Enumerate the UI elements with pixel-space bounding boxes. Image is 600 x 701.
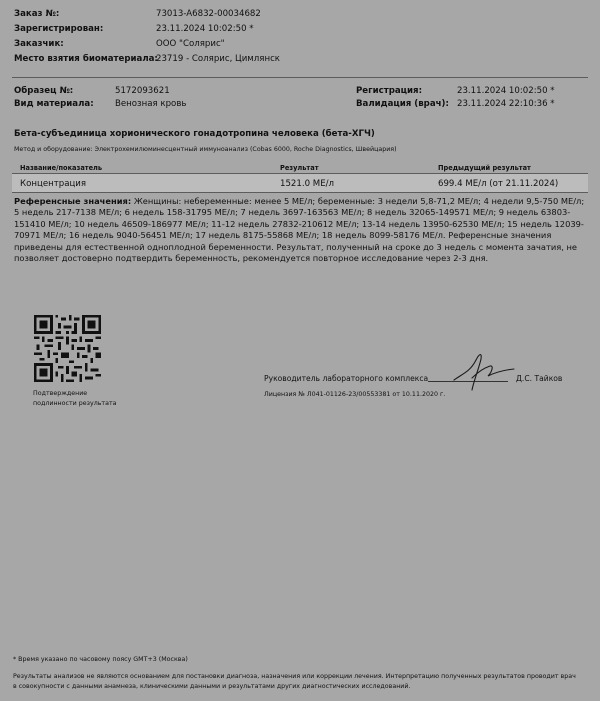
registration-value: 23.11.2024 10:02:50 * [457,86,555,96]
collection-place-value: 23719 - Солярис, Цимлянск [156,54,280,64]
reference-text: Женщины: небеременные: менее 5 МЕ/л; беременные: 3 недели 5,8-71,2 МЕ/л; 4 недели 9,5-750 МЕ/л; 5 недель 217-7138 МЕ/л; 6 недель 158-31795 МЕ/л; 7 недель 3697-163563 МЕ/л; 8 недель 32065-149571 МЕ/л; 9 недель 63803-151410 МЕ/л; 10 недель 46509-186977 МЕ/л; 11-12 недель 27832-210612 МЕ/л; 13-14 недель 13950-62530 МЕ/л; 15 недель 12039-70971 МЕ/л; 16 недель 9040-56451 МЕ/л; 17 недель 8175-55868 МЕ/л; 18 недель 8099-58176 МЕ/л. Референсные значения приведены для естественной одноплодной беременности. Результат, полученный на сроке до 3 недель с момента зачатия, не позволяет достоверно подтвердить беременность, рекомендуется повторное исследование через 2-3 дня. [14,196,585,264]
timezone-note: * Время указано по часовому поясу GMT+3 (Москва) [13,656,188,663]
signatory-role: Руководитель лабораторного комплекса [264,374,429,383]
material-label: Вид материала: [14,99,94,109]
disclaimer-line1: Результаты анализов не являются основанием для постановки диагноза, назначения или коррекции лечения. Интерпретацию полученных результатов проводит врач [13,673,576,680]
order-number-label: Заказ №: [14,9,60,19]
signatory-name: Д.С. Тайков [516,374,563,383]
customer-value: ООО "Солярис" [156,39,225,49]
registered-label: Зарегистрирован: [14,24,104,34]
col-header-result: Результат [280,164,319,172]
collection-place-label: Место взятия биоматериала: [14,54,158,64]
sample-value: 5172093621 [115,86,170,96]
row-result: 1521.0 МЕ/л [280,179,335,189]
divider [12,77,588,78]
col-header-name: Название/показатель [20,164,103,172]
qr-code-icon [34,315,101,382]
col-header-previous: Предыдущий результат [438,164,531,172]
table-bottom-divider [12,192,588,193]
row-previous: 699.4 МЕ/л (от 21.11.2024) [438,179,559,189]
test-method: Метод и оборудование: Электрохемилюминесцентный иммуноанализ (Cobas 6000, Roche Diagnostics, Швейцария) [14,146,397,153]
disclaimer-line2: в совокупности с данными анамнеза, клиническими данными и результатами других диагностических исследований. [13,683,411,690]
registration-label: Регистрация: [356,86,423,96]
reference-values [14,196,589,264]
validation-value: 23.11.2024 22:10:36 * [457,99,555,109]
validation-label: Валидация (врач): [356,99,449,109]
license-text: Лицензия № Л041-01126-23/00553381 от 10.11.2020 г. [264,391,446,398]
row-name: Концентрация [20,179,87,189]
registered-value: 23.11.2024 10:02:50 * [156,24,254,34]
test-title: Бета-субъединица хорионического гонадотропина человека (бета-ХГЧ) [14,129,375,139]
signature-icon [448,350,516,392]
qr-caption-line1: Подтверждение [33,390,88,397]
order-number-value: 73013-A6832-00034682 [156,9,261,19]
customer-label: Заказчик: [14,39,64,49]
material-value: Венозная кровь [115,99,187,109]
reference-label: Референсные значения: [14,196,132,206]
qr-caption-line2: подлинности результата [33,400,117,407]
sample-label: Образец №: [14,86,74,96]
